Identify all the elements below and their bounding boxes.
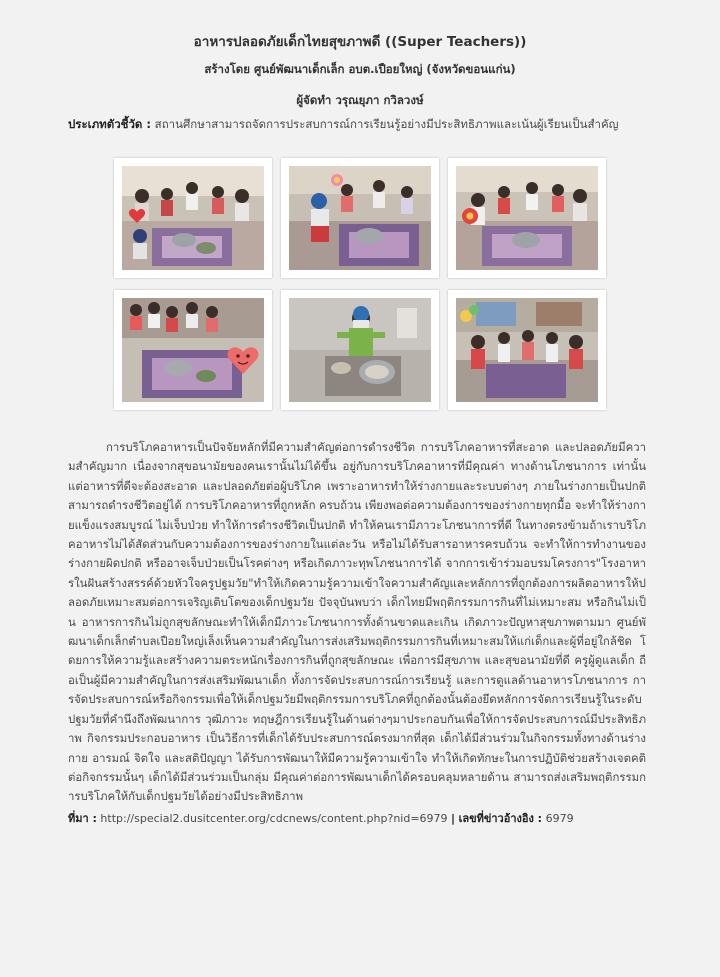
document-author: ผู้จัดทำ วรุณยุภา กวิลวงษ์ [296,93,424,107]
article-body: การบริโภคอาหารเป็นปัจจัยหลักที่มีความสำคัญต่อการดำรงชีวิต การบริโภคอาหารที่สะอาด และปลอดภัยมีความสำคัญมาก เนื่องจากสุขอนามัยของคนเรานั้นไม่ได้ขึ้น อยู่กับการบริโภคอาหารที่มีคุณค่า ทางด้านโภชนาการ เท่านั้น แต่อาหารที่ดีจะต้องสะอาด และปลอดภัยต่อผู้บริโภค เพราะอาหารทำให้ร่างกายและระบบต่างๆ ภายในร่างกายเป็นปกติ สามารถดำรงชีวิตอยู่ได้ การบริโภคอาหารที่ถูกหลัก ครบถ้วน เพียงพอต่อความต้องการของร่างกายทุกมื้อ จะทำให้ร่างกายแข็งแรงสมบูรณ์ ไม่เจ็บป่วย ทำให้การดำรงชีวิตเป็นปกติ ทำให้คนเรามีภาวะโภชนาการที่ดี ในทางตรงข้ามถ้าเราบริโภคอาหารไม่ได้สัดส่วนกับความต้องการของร่างกายในแต่ละวัน หรือไม่ได้รับสารอาหารครบถ้วน จะทำให้การทำงานของร่างกายผิดปกติ หรืออาจเจ็บป่วยเป็นโรคต่างๆ หรือเกิดภาวะทุพโภชนาการได้ จากการเข้าร่วมอบรมโครงการ"โรงอาหารในฝันสร้างสรรค์ด้วยหัวใจครูปฐมวัย"ทำให้เกิดความรู้ความเข้าใจความสำคัญและหลักการที่ถูกต้องการผลิตอาหารให้ปลอดภัยเหมาะสมต่อการเจริญเติบโตของเด็กปฐมวัย ปัจจุบันพบว่า เด็กไทยมีพฤติกรรมการกินที่ไม่เหมาะสม หรือกินไม่เป็น อาหารการกินไม่ถูกสุขลักษณะทำให้เด็กมีภาวะโภชนาการทั้งด้านขาดและเกิน เกิดภาวะปัญหาสุขภาพตามมา ศูนย์พัฒนาเด็กเล็กตำบลเปือยใหญ่เล็งเห็นความสำคัญในการส่งเสริมพฤติกรรมการกินที่เหมาะสมให้แก่เด็กและผู้ที่อยู่ใกล้ชิด โดยการให้ความรู้และสร้างความตระหนักเรื่องการกินที่ถูกสุขลักษณะ เพื่อการมีสุขภาพ และสุขอนามัยที่ดี ครูผู้ดูแลเด็ก ถือเป็นผู้มีความสำคัญในการส่งเสริมพัฒนาเด็ก ทั้งการจัดประสบการณ์การเรียนรู้ และการดูแลด้านอาหารโภชนาการ การจัดประสบการณ์หรือกิจกรรมเพื่อให้เด็กปฐมวัยมีพฤติกรรมการบริโภคที่ถูกต้องนั้นต้องยึดหลักการจัดการเรียนรู้ในระดับปฐมวัยที่คำนึงถึงพัฒนาการ วุฒิภาวะ ทฤษฎีการเรียนรู้ในด้านต่างๆมาประกอบกันเพื่อให้การจัดประสบการณ์มีประสิทธิภาพ กิจกรรมประกอบอาหาร เป็นวิธีการที่เด็กได้รับประสบการณ์ตรงมากที่สุด เด็กได้มีส่วนร่วมในกิจกรรมทั้งทางด้านร่างกาย อารมณ์ จิตใจ และสติปัญญา ได้รับการพัฒนาให้มีความรู้ความเข้าใจ ทำให้เกิดทักษะในการปฏิบัติช่วยสร้างเจตคติต่อกิจกรรมนั้นๆ เด็กได้มีส่วนร่วมเป็นกลุ่ม มีคุณค่าต่อการพัฒนาเด็กได้ครอบคลุมหลายด้าน สามารถส่งเสริมพฤติกรรมการบริโภคให้กับเด็กปฐมวัยได้อย่างมีประสิทธิภาพ [68,440,646,804]
indicator-label: ประเภทตัวชี้วัด : [68,117,152,131]
document-subtitle: สร้างโดย ศูนย์พัฒนาเด็กเล็ก อบต.เปือยใหญ่ (จังหวัดขอนแก่น) [204,62,516,76]
source-separator: | [451,812,456,825]
photo-image [456,298,598,402]
indicator-section [68,115,646,134]
photo-children-cooking-4[interactable] [114,290,272,410]
source-url[interactable]: http://special2.dusitcenter.org/cdcnews/content.php?nid=6979 [100,812,448,825]
source-label: ที่มา : [68,812,97,825]
photo-children-group[interactable] [448,290,606,410]
photo-image [122,166,264,270]
photo-children-cooking-2[interactable] [281,158,439,278]
indicator-text: สถานศึกษาสามารถจัดการประสบการณ์การเรียนรู้อย่างมีประสิทธิภาพและเน้นผู้เรียนเป็นสำคัญ [154,117,619,131]
photo-children-cooking-1[interactable] [114,158,272,278]
source-line [68,810,668,828]
photo-gallery [114,158,606,414]
photo-child-stirring[interactable] [281,290,439,410]
photo-children-cooking-3[interactable] [448,158,606,278]
document-title: อาหารปลอดภัยเด็กไทยสุขภาพดี ((Super Teachers)) [193,34,527,50]
reference-label: เลขที่ข่าวอ้างอิง : [458,812,543,825]
photo-image [289,166,431,270]
photo-image [456,166,598,270]
photo-image [289,298,431,402]
photo-image [122,298,264,402]
reference-number: 6979 [545,812,574,825]
